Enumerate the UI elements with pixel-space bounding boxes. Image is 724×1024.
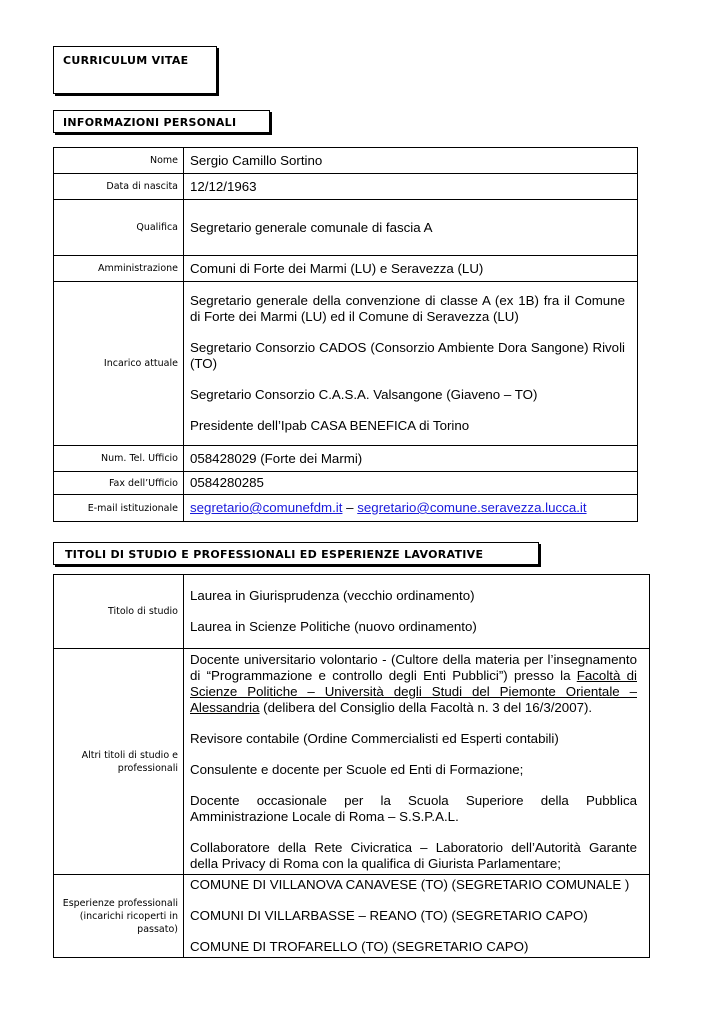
table-row xyxy=(54,148,638,174)
table-row xyxy=(54,256,638,282)
altri-item xyxy=(190,652,637,716)
altri-label: Altri titoli di studio e professionali xyxy=(54,649,184,875)
cv-title: CURRICULUM VITAE xyxy=(63,54,189,67)
esperienza-item: COMUNE DI TROFARELLO (TO) (SEGRETARIO CAPO) xyxy=(190,939,529,954)
table-row xyxy=(54,495,638,522)
qualifica-label: Qualifica xyxy=(54,200,184,256)
docente-text: Docente universitario volontario - (Cultore della materia per l’insegnamento di “Programmazione e controllo degli Enti Pubblici”) presso la xyxy=(190,651,637,683)
altri-item: Consulente e docente per Scuole ed Enti di Formazione; xyxy=(190,761,524,777)
table-row xyxy=(54,282,638,446)
table-row xyxy=(54,472,638,495)
incarico-value xyxy=(184,282,638,446)
esperienze-value xyxy=(184,875,650,958)
incarico-item: Segretario Consorzio CADOS (Consorzio Ambiente Dora Sangone) Rivoli (TO) xyxy=(190,340,625,371)
table-row xyxy=(54,446,638,472)
titolo-item: Laurea in Scienze Politiche (nuovo ordinamento) xyxy=(190,619,477,634)
nome-value: Sergio Camillo Sortino xyxy=(184,148,638,174)
incarico-item: Presidente dell’Ipab CASA BENEFICA di Torino xyxy=(190,418,470,433)
nascita-label: Data di nascita xyxy=(54,174,184,200)
esperienze-label: Esperienze professionali (incarichi ricoperti in passato) xyxy=(54,875,184,958)
table-row xyxy=(54,174,638,200)
altri-item: Docente occasionale per la Scuola Superiore della Pubblica Amministrazione Locale di Roma – S.S.P.A.L. xyxy=(190,792,637,824)
incarico-item: Segretario generale della convenzione di classe A (ex 1B) fra il Comune di Forte dei Marmi (LU) ed il Comune di Seravezza (LU) xyxy=(190,293,625,324)
cv-title-box xyxy=(53,46,217,94)
titolo-value xyxy=(184,575,650,649)
altri-item: Revisore contabile (Ordine Commercialisti ed Esperti contabili) xyxy=(190,730,559,746)
personal-info-header xyxy=(53,110,270,133)
fax-value: 0584280285 xyxy=(184,472,638,495)
personal-info-title: INFORMAZIONI PERSONALI xyxy=(63,116,237,129)
email-value xyxy=(184,495,638,522)
docente-delibera: (delibera del Consiglio della Facoltà n. 3 del 16/3/2007). xyxy=(259,699,593,715)
facolta-link: Facoltà di Scienze Politiche – Università degli Studi del Piemonte Orientale – Alessandria xyxy=(190,667,637,715)
titolo-label: Titolo di studio xyxy=(54,575,184,649)
studies-header xyxy=(53,542,539,565)
incarico-label: Incarico attuale xyxy=(54,282,184,446)
qualifica-value: Segretario generale comunale di fascia A xyxy=(184,200,638,256)
email-link-fdm[interactable]: segretario@comunefdm.it xyxy=(190,500,343,515)
email-separator: – xyxy=(342,500,358,515)
studies-table xyxy=(53,574,650,958)
amministrazione-value: Comuni di Forte dei Marmi (LU) e Seravezza (LU) xyxy=(184,256,638,282)
table-row xyxy=(54,875,650,958)
tel-value: 058428029 (Forte dei Marmi) xyxy=(184,446,638,472)
email-label: E-mail istituzionale xyxy=(54,495,184,522)
nome-label: Nome xyxy=(54,148,184,174)
table-row xyxy=(54,649,650,875)
table-row xyxy=(54,200,638,256)
esperienza-item: COMUNE DI VILLANOVA CANAVESE (TO) (SEGRETARIO COMUNALE ) xyxy=(190,877,630,892)
esperienza-item: COMUNI DI VILLARBASSE – REANO (TO) (SEGRETARIO CAPO) xyxy=(190,908,588,923)
nascita-value: 12/12/1963 xyxy=(184,174,638,200)
studies-title: TITOLI DI STUDIO E PROFESSIONALI ED ESPERIENZE LAVORATIVE xyxy=(65,548,484,561)
fax-label: Fax dell’Ufficio xyxy=(54,472,184,495)
altri-item: Collaboratore della Rete Civicratica – Laboratorio dell’Autorità Garante della Privacy di Roma con la qualifica di Giurista Parlamentare; xyxy=(190,839,637,871)
table-row xyxy=(54,575,650,649)
altri-value xyxy=(184,649,650,875)
amministrazione-label: Amministrazione xyxy=(54,256,184,282)
email-link-seravezza[interactable]: segretario@comune.seravezza.lucca.it xyxy=(357,500,587,515)
personal-info-table xyxy=(53,147,638,522)
incarico-item: Segretario Consorzio C.A.S.A. Valsangone (Giaveno – TO) xyxy=(190,387,538,402)
titolo-item: Laurea in Giurisprudenza (vecchio ordinamento) xyxy=(190,588,475,603)
tel-label: Num. Tel. Ufficio xyxy=(54,446,184,472)
